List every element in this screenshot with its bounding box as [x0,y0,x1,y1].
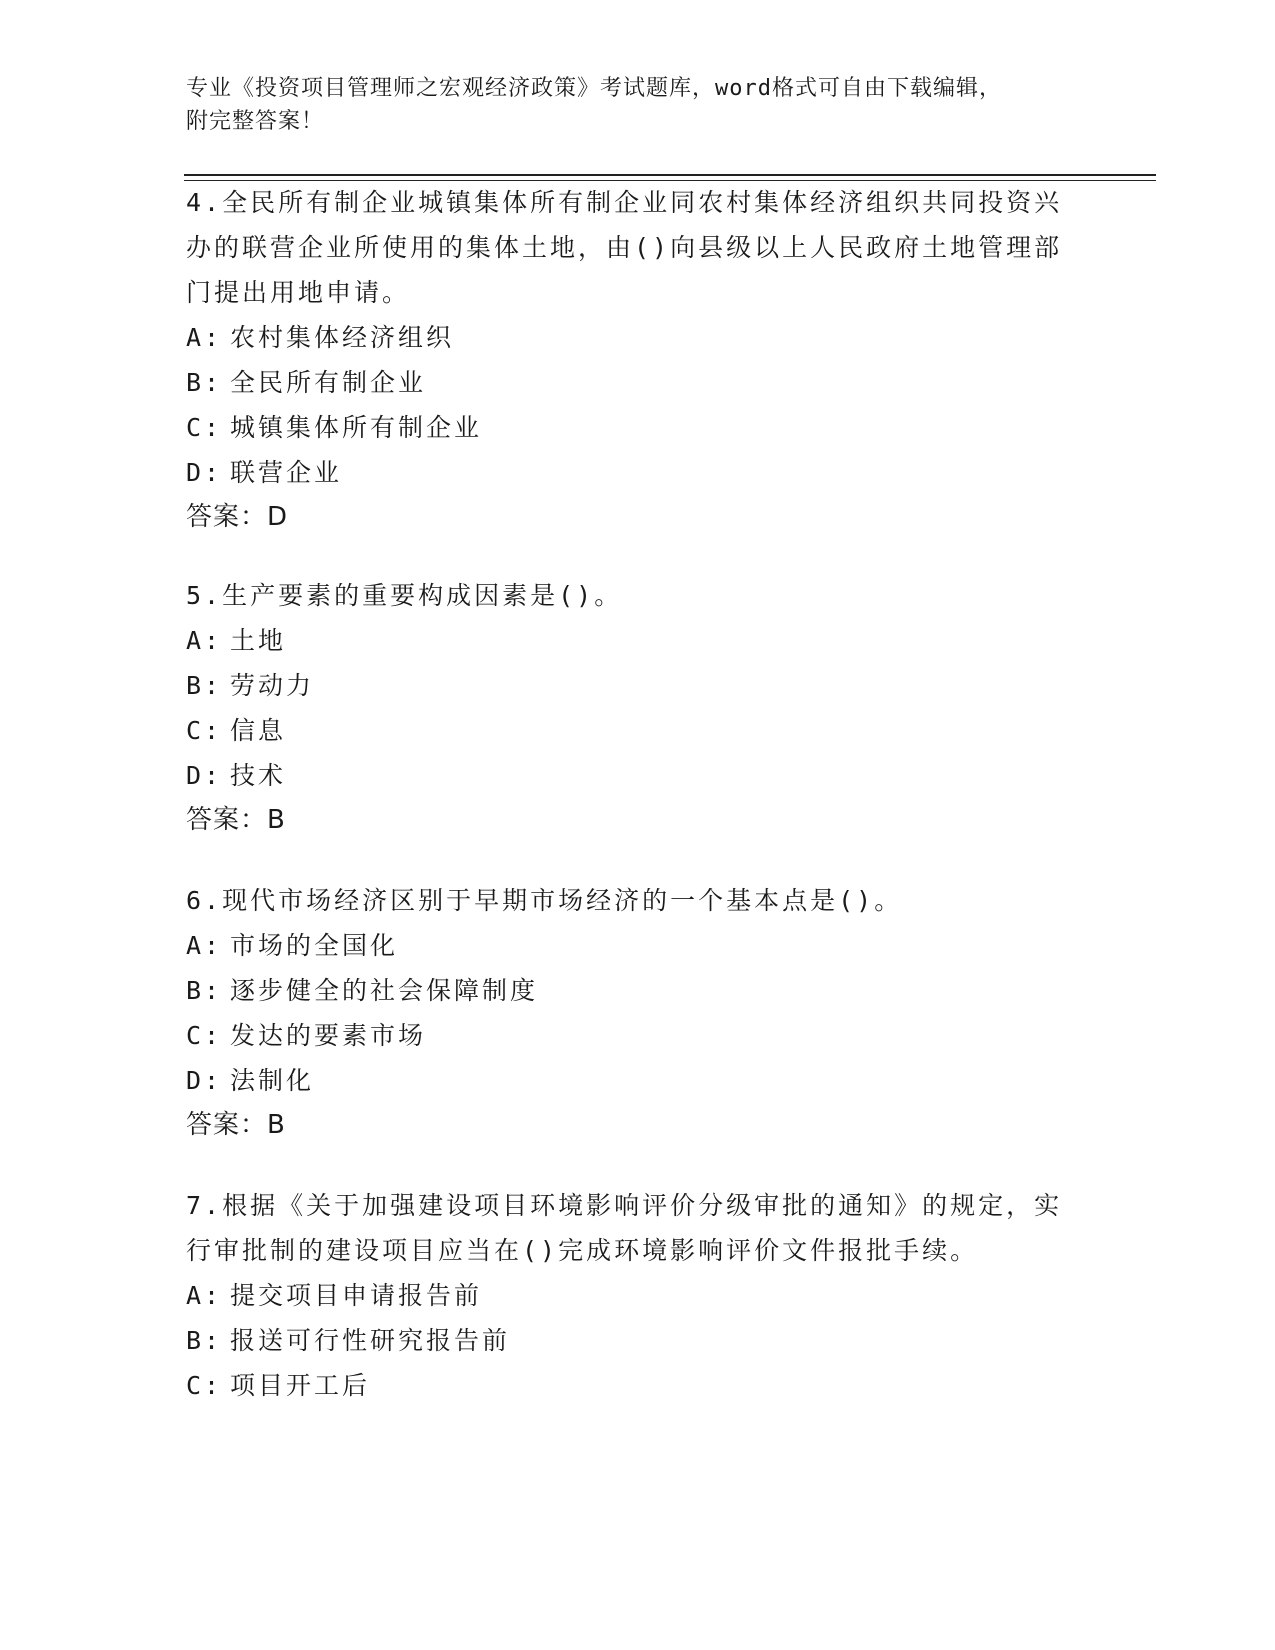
option-key: A: [186,931,223,960]
option-text: 土地 [230,626,287,655]
option-key: D: [186,458,223,487]
option-key: C: [186,1021,223,1050]
answer-line: 答案：B [186,805,286,835]
question-stem: 7.根据《关于加强建设项目环境影响评价分级审批的通知》的规定，实行审批制的建设项目应当在()完成环境影响评价文件报批手续。 [186,1191,1063,1265]
option-text: 报送可行性研究报告前 [230,1326,511,1355]
option-c [186,1363,1086,1408]
option-text: 信息 [230,716,287,745]
option-key: A: [186,1281,223,1310]
option-text: 劳动力 [230,671,315,700]
option-text: 市场的全国化 [230,931,399,960]
option-key: D: [186,761,223,790]
option-c [186,405,1086,450]
option-b [186,968,1086,1013]
option-text: 城镇集体所有制企业 [230,413,483,442]
option-text: 全民所有制企业 [230,368,427,397]
option-key: D: [186,1066,223,1095]
answer-line: 答案：D [186,502,289,532]
option-key: B: [186,976,223,1005]
option-key: B: [186,1326,223,1355]
option-c [186,708,1086,753]
option-text: 农村集体经济组织 [230,323,455,352]
option-a [186,315,1086,360]
option-b [186,663,1086,708]
question-5 [186,573,1086,843]
option-text: 法制化 [230,1066,315,1095]
question-6 [186,878,1086,1148]
option-text: 发达的要素市场 [230,1021,427,1050]
option-key: C: [186,716,223,745]
option-a [186,1273,1086,1318]
option-d [186,450,1086,495]
question-4 [186,180,1086,540]
option-b [186,360,1086,405]
option-key: A: [186,323,223,352]
option-d [186,753,1086,798]
answer-line: 答案：B [186,1110,286,1140]
option-text: 逐步健全的社会保障制度 [230,976,539,1005]
option-c [186,1013,1086,1058]
header-line-2: 附完整答案！ [186,109,325,134]
option-text: 提交项目申请报告前 [230,1281,483,1310]
option-key: A: [186,626,223,655]
document-header [186,72,1086,138]
option-d [186,1058,1086,1103]
option-key: C: [186,413,223,442]
option-a [186,618,1086,663]
header-line-1: 专业《投资项目管理师之宏观经济政策》考试题库，word格式可自由下载编辑， [186,76,1002,101]
header-divider-thick [184,174,1156,176]
option-key: C: [186,1371,223,1400]
option-key: B: [186,671,223,700]
option-key: B: [186,368,223,397]
question-stem: 6.现代市场经济区别于早期市场经济的一个基本点是()。 [186,886,903,915]
question-7 [186,1183,1086,1408]
option-text: 联营企业 [230,458,343,487]
option-text: 技术 [230,761,287,790]
option-a [186,923,1086,968]
question-stem: 4.全民所有制企业城镇集体所有制企业同农村集体经济组织共同投资兴办的联营企业所使用的集体土地，由()向县级以上人民政府土地管理部门提出用地申请。 [186,188,1063,307]
option-b [186,1318,1086,1363]
option-text: 项目开工后 [230,1371,371,1400]
question-stem: 5.生产要素的重要构成因素是()。 [186,581,623,610]
